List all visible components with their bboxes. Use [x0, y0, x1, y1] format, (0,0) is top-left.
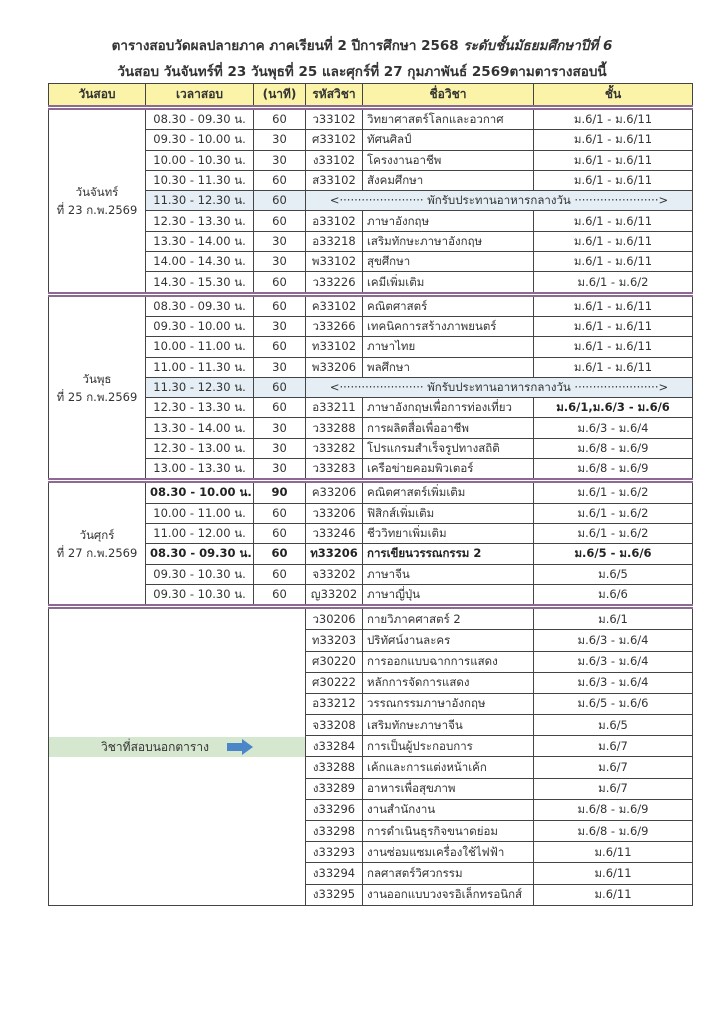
subject-name: เสริมทักษะภาษาอังกฤษ: [363, 231, 534, 251]
exam-minutes: 60: [254, 211, 306, 231]
subject-name: เทคนิคการสร้างภาพยนตร์: [363, 316, 534, 336]
class-range: ม.6/1 - ม.6/11: [534, 316, 693, 336]
subject-name: ภาษาไทย: [363, 337, 534, 357]
subject-code: ง33288: [306, 757, 363, 778]
subject-code: อ33212: [306, 693, 363, 714]
subject-name: เคมีเพิ่มเติม: [363, 272, 534, 294]
off-schedule-group: [49, 607, 693, 906]
class-range: ม.6/5 - ม.6/6: [534, 544, 693, 564]
exam-time: 11.00 - 12.00 น.: [146, 523, 254, 543]
subject-name: การเป็นผู้ประกอบการ: [363, 736, 534, 757]
subject-code: ศ30220: [306, 651, 363, 672]
exam-minutes: 60: [254, 191, 306, 211]
subject-code: ท33206: [306, 544, 363, 564]
table-row: [49, 398, 693, 418]
subject-name: วิทยาศาสตร์โลกและอวกาศ: [363, 108, 534, 130]
table-row: [49, 607, 693, 630]
exam-minutes: 60: [254, 398, 306, 418]
subject-name: เสริมทักษะภาษาจีน: [363, 715, 534, 736]
subject-code: พ33206: [306, 357, 363, 377]
exam-minutes: 30: [254, 459, 306, 481]
table-row: [49, 523, 693, 543]
exam-time: 09.30 - 10.00 น.: [146, 316, 254, 336]
subject-code: อ33102: [306, 211, 363, 231]
class-range: ม.6/5: [534, 715, 693, 736]
subject-code: ท33102: [306, 337, 363, 357]
subject-code: ง33296: [306, 799, 363, 820]
exam-minutes: 60: [254, 294, 306, 316]
table-row: [49, 108, 693, 130]
subject-code: ว33102: [306, 108, 363, 130]
subject-code: ง33102: [306, 150, 363, 170]
exam-time: 11.00 - 11.30 น.: [146, 357, 254, 377]
subject-code: อ33211: [306, 398, 363, 418]
table-row: [49, 252, 693, 272]
subject-name: โปรแกรมสำเร็จรูปทางสถิติ: [363, 438, 534, 458]
class-range: ม.6/1 - ม.6/11: [534, 108, 693, 130]
lunch-break-row: [49, 191, 693, 211]
subject-name: คณิตศาสตร์เพิ่มเติม: [363, 481, 534, 503]
exam-time: 12.30 - 13.30 น.: [146, 398, 254, 418]
class-range: ม.6/1 - ม.6/11: [534, 231, 693, 251]
header-class: ชั้น: [534, 84, 693, 108]
exam-time: 10.00 - 11.00 น.: [146, 503, 254, 523]
exam-minutes: 30: [254, 231, 306, 251]
exam-minutes: 60: [254, 544, 306, 564]
class-range: ม.6/1 - ม.6/2: [534, 523, 693, 543]
table-row: [49, 231, 693, 251]
exam-minutes: 30: [254, 150, 306, 170]
subject-code: ศ30222: [306, 672, 363, 693]
exam-time: 12.30 - 13.30 น.: [146, 211, 254, 231]
class-range: ม.6/1 - ม.6/11: [534, 357, 693, 377]
subject-name: กายวิภาคศาสตร์ 2: [363, 607, 534, 630]
exam-minutes: 60: [254, 337, 306, 357]
subject-name: พลศึกษา: [363, 357, 534, 377]
page-subtitle: วันสอบ วันจันทร์ที่ 23 วันพุธที่ 25 และศุกร์ที่ 27 กุมภาพันธ์ 2569ตามตารางสอบนี้: [117, 64, 607, 80]
class-range: ม.6/11: [534, 863, 693, 884]
class-range: ม.6/1 - ม.6/2: [534, 503, 693, 523]
header-subject: ชื่อวิชา: [363, 84, 534, 108]
subject-code: ง33284: [306, 736, 363, 757]
class-range: ม.6/8 - ม.6/9: [534, 438, 693, 458]
class-range: ม.6/7: [534, 736, 693, 757]
subject-code: จ33202: [306, 564, 363, 584]
exam-time: 10.30 - 11.30 น.: [146, 170, 254, 190]
exam-minutes: 60: [254, 170, 306, 190]
exam-time: 08.30 - 10.00 น.: [146, 481, 254, 503]
subject-name: การออกแบบฉากการแสดง: [363, 651, 534, 672]
subject-name: คณิตศาสตร์: [363, 294, 534, 316]
subject-code: ค33102: [306, 294, 363, 316]
day-group: [49, 294, 693, 481]
subject-name: สังคมศึกษา: [363, 170, 534, 190]
subject-name: การผลิตสื่อเพื่ออาชีพ: [363, 418, 534, 438]
subject-code: ค33206: [306, 481, 363, 503]
subject-name: เครือข่ายคอมพิวเตอร์: [363, 459, 534, 481]
header-code: รหัสวิชา: [306, 84, 363, 108]
exam-schedule-table: [48, 83, 693, 906]
exam-minutes: 30: [254, 130, 306, 150]
class-range: ม.6/1,ม.6/3 - ม.6/6: [534, 398, 693, 418]
subject-name: ปริทัศน์งานละคร: [363, 630, 534, 651]
subject-name: ภาษาญี่ปุ่น: [363, 584, 534, 606]
class-range: ม.6/1: [534, 607, 693, 630]
subject-name: งานสำนักงาน: [363, 799, 534, 820]
header-time: เวลาสอบ: [146, 84, 254, 108]
class-range: ม.6/3 - ม.6/4: [534, 418, 693, 438]
subject-code: ง33298: [306, 821, 363, 842]
subject-code: ว33226: [306, 272, 363, 294]
subject-code: ว33266: [306, 316, 363, 336]
lunch-break-label: <······················· พักรับประทานอาหารกลางวัน ·······················>: [306, 191, 693, 211]
day-group: [49, 481, 693, 607]
class-range: ม.6/3 - ม.6/4: [534, 630, 693, 651]
header-minutes: (นาที): [254, 84, 306, 108]
subject-code: ญ33202: [306, 584, 363, 606]
header-day: วันสอบ: [49, 84, 146, 108]
exam-day: วันจันทร์ ที่ 23 ก.พ.2569: [49, 108, 146, 295]
subject-code: ท33203: [306, 630, 363, 651]
subject-code: อ33218: [306, 231, 363, 251]
table-row: [49, 584, 693, 606]
exam-minutes: 30: [254, 418, 306, 438]
subject-name: โครงงานอาชีพ: [363, 150, 534, 170]
table-row: [49, 337, 693, 357]
exam-time: 09.30 - 10.30 น.: [146, 584, 254, 606]
subject-name: ชีววิทยาเพิ่มเติม: [363, 523, 534, 543]
table-row: [49, 564, 693, 584]
class-range: ม.6/1 - ม.6/11: [534, 294, 693, 316]
table-row: [49, 150, 693, 170]
subject-code: ศ33102: [306, 130, 363, 150]
subject-code: ง33294: [306, 863, 363, 884]
class-range: ม.6/3 - ม.6/4: [534, 672, 693, 693]
subject-name: ภาษาจีน: [363, 564, 534, 584]
exam-time: 13.00 - 13.30 น.: [146, 459, 254, 481]
exam-time: 08.30 - 09.30 น.: [146, 544, 254, 564]
exam-time: 11.30 - 12.30 น.: [146, 377, 254, 397]
subject-name: ฟิสิกส์เพิ่มเติม: [363, 503, 534, 523]
day-group: [49, 108, 693, 295]
class-range: ม.6/1 - ม.6/11: [534, 337, 693, 357]
table-row: [49, 544, 693, 564]
exam-minutes: 60: [254, 523, 306, 543]
right-arrow-icon: [227, 739, 253, 755]
subject-name: ภาษาอังกฤษ: [363, 211, 534, 231]
class-range: ม.6/8 - ม.6/9: [534, 799, 693, 820]
subject-code: ว33282: [306, 438, 363, 458]
exam-minutes: 60: [254, 377, 306, 397]
subject-name: หลักการจัดการแสดง: [363, 672, 534, 693]
off-schedule-cell: [49, 607, 306, 906]
subject-name: การเขียนวรรณกรรม 2: [363, 544, 534, 564]
subject-name: ทัศนศิลป์: [363, 130, 534, 150]
subject-code: จ33208: [306, 715, 363, 736]
table-row: [49, 272, 693, 294]
subject-name: กลศาสตร์วิศวกรรม: [363, 863, 534, 884]
exam-day: วันพุธ ที่ 25 ก.พ.2569: [49, 294, 146, 481]
subject-name: ภาษาอังกฤษเพื่อการท่องเที่ยว: [363, 398, 534, 418]
exam-time: 10.00 - 10.30 น.: [146, 150, 254, 170]
exam-time: 14.30 - 15.30 น.: [146, 272, 254, 294]
subject-code: ว30206: [306, 607, 363, 630]
subject-code: ว33283: [306, 459, 363, 481]
exam-minutes: 60: [254, 108, 306, 130]
subject-code: ว33288: [306, 418, 363, 438]
subject-name: สุขศึกษา: [363, 252, 534, 272]
class-range: ม.6/6: [534, 584, 693, 606]
table-row: [49, 357, 693, 377]
class-range: ม.6/5 - ม.6/6: [534, 693, 693, 714]
exam-minutes: 30: [254, 316, 306, 336]
exam-minutes: 60: [254, 564, 306, 584]
header-row: [49, 84, 693, 108]
exam-time: 13.30 - 14.00 น.: [146, 231, 254, 251]
subject-code: ว33206: [306, 503, 363, 523]
subject-name: งานออกแบบวงจรอิเล็กทรอนิกส์: [363, 884, 534, 905]
exam-minutes: 60: [254, 584, 306, 606]
exam-day: วันศุกร์ ที่ 27 ก.พ.2569: [49, 481, 146, 607]
exam-time: 08.30 - 09.30 น.: [146, 294, 254, 316]
class-range: ม.6/1 - ม.6/11: [534, 211, 693, 231]
exam-time: 09.30 - 10.00 น.: [146, 130, 254, 150]
subject-name: เค้กและการแต่งหน้าเค้ก: [363, 757, 534, 778]
lunch-break-label: <······················· พักรับประทานอาหารกลางวัน ·······················>: [306, 377, 693, 397]
exam-minutes: 60: [254, 503, 306, 523]
exam-time: 14.00 - 14.30 น.: [146, 252, 254, 272]
table-row: [49, 481, 693, 503]
class-range: ม.6/1 - ม.6/11: [534, 170, 693, 190]
exam-time: 08.30 - 09.30 น.: [146, 108, 254, 130]
exam-minutes: 90: [254, 481, 306, 503]
exam-minutes: 30: [254, 252, 306, 272]
class-range: ม.6/11: [534, 842, 693, 863]
table-row: [49, 211, 693, 231]
table-row: [49, 130, 693, 150]
class-range: ม.6/3 - ม.6/4: [534, 651, 693, 672]
class-range: ม.6/1 - ม.6/11: [534, 252, 693, 272]
class-range: ม.6/5: [534, 564, 693, 584]
off-schedule-band: [49, 737, 305, 757]
exam-time: 10.00 - 11.00 น.: [146, 337, 254, 357]
table-row: [49, 438, 693, 458]
exam-time: 13.30 - 14.00 น.: [146, 418, 254, 438]
exam-minutes: 30: [254, 357, 306, 377]
table-row: [49, 459, 693, 481]
page-title: ตารางสอบวัดผลปลายภาค ภาคเรียนที่ 2 ปีการศึกษา 2568 ระดับชั้นมัธยมศึกษาปีที่ 6: [111, 38, 613, 54]
table-row: [49, 418, 693, 438]
subject-code: ง33295: [306, 884, 363, 905]
table-row: [49, 294, 693, 316]
exam-minutes: 60: [254, 272, 306, 294]
class-range: ม.6/11: [534, 884, 693, 905]
table-row: [49, 316, 693, 336]
subject-code: พ33102: [306, 252, 363, 272]
table-row: [49, 503, 693, 523]
table-row: [49, 170, 693, 190]
subject-code: ง33293: [306, 842, 363, 863]
subject-name: อาหารเพื่อสุขภาพ: [363, 778, 534, 799]
subject-name: วรรณกรรมภาษาอังกฤษ: [363, 693, 534, 714]
subject-name: การดำเนินธุรกิจขนาดย่อม: [363, 821, 534, 842]
exam-minutes: 30: [254, 438, 306, 458]
subject-name: งานซ่อมแซมเครื่องใช้ไฟฟ้า: [363, 842, 534, 863]
class-range: ม.6/1 - ม.6/11: [534, 150, 693, 170]
subject-code: ส33102: [306, 170, 363, 190]
exam-time: 11.30 - 12.30 น.: [146, 191, 254, 211]
lunch-break-row: [49, 377, 693, 397]
off-schedule-label: วิชาที่สอบนอกตาราง: [101, 739, 209, 754]
subject-code: ง33289: [306, 778, 363, 799]
class-range: ม.6/1 - ม.6/11: [534, 130, 693, 150]
class-range: ม.6/8 - ม.6/9: [534, 821, 693, 842]
class-range: ม.6/7: [534, 757, 693, 778]
exam-time: 12.30 - 13.00 น.: [146, 438, 254, 458]
class-range: ม.6/7: [534, 778, 693, 799]
subject-code: ว33246: [306, 523, 363, 543]
class-range: ม.6/1 - ม.6/2: [534, 272, 693, 294]
class-range: ม.6/1 - ม.6/2: [534, 481, 693, 503]
class-range: ม.6/8 - ม.6/9: [534, 459, 693, 481]
exam-time: 09.30 - 10.30 น.: [146, 564, 254, 584]
